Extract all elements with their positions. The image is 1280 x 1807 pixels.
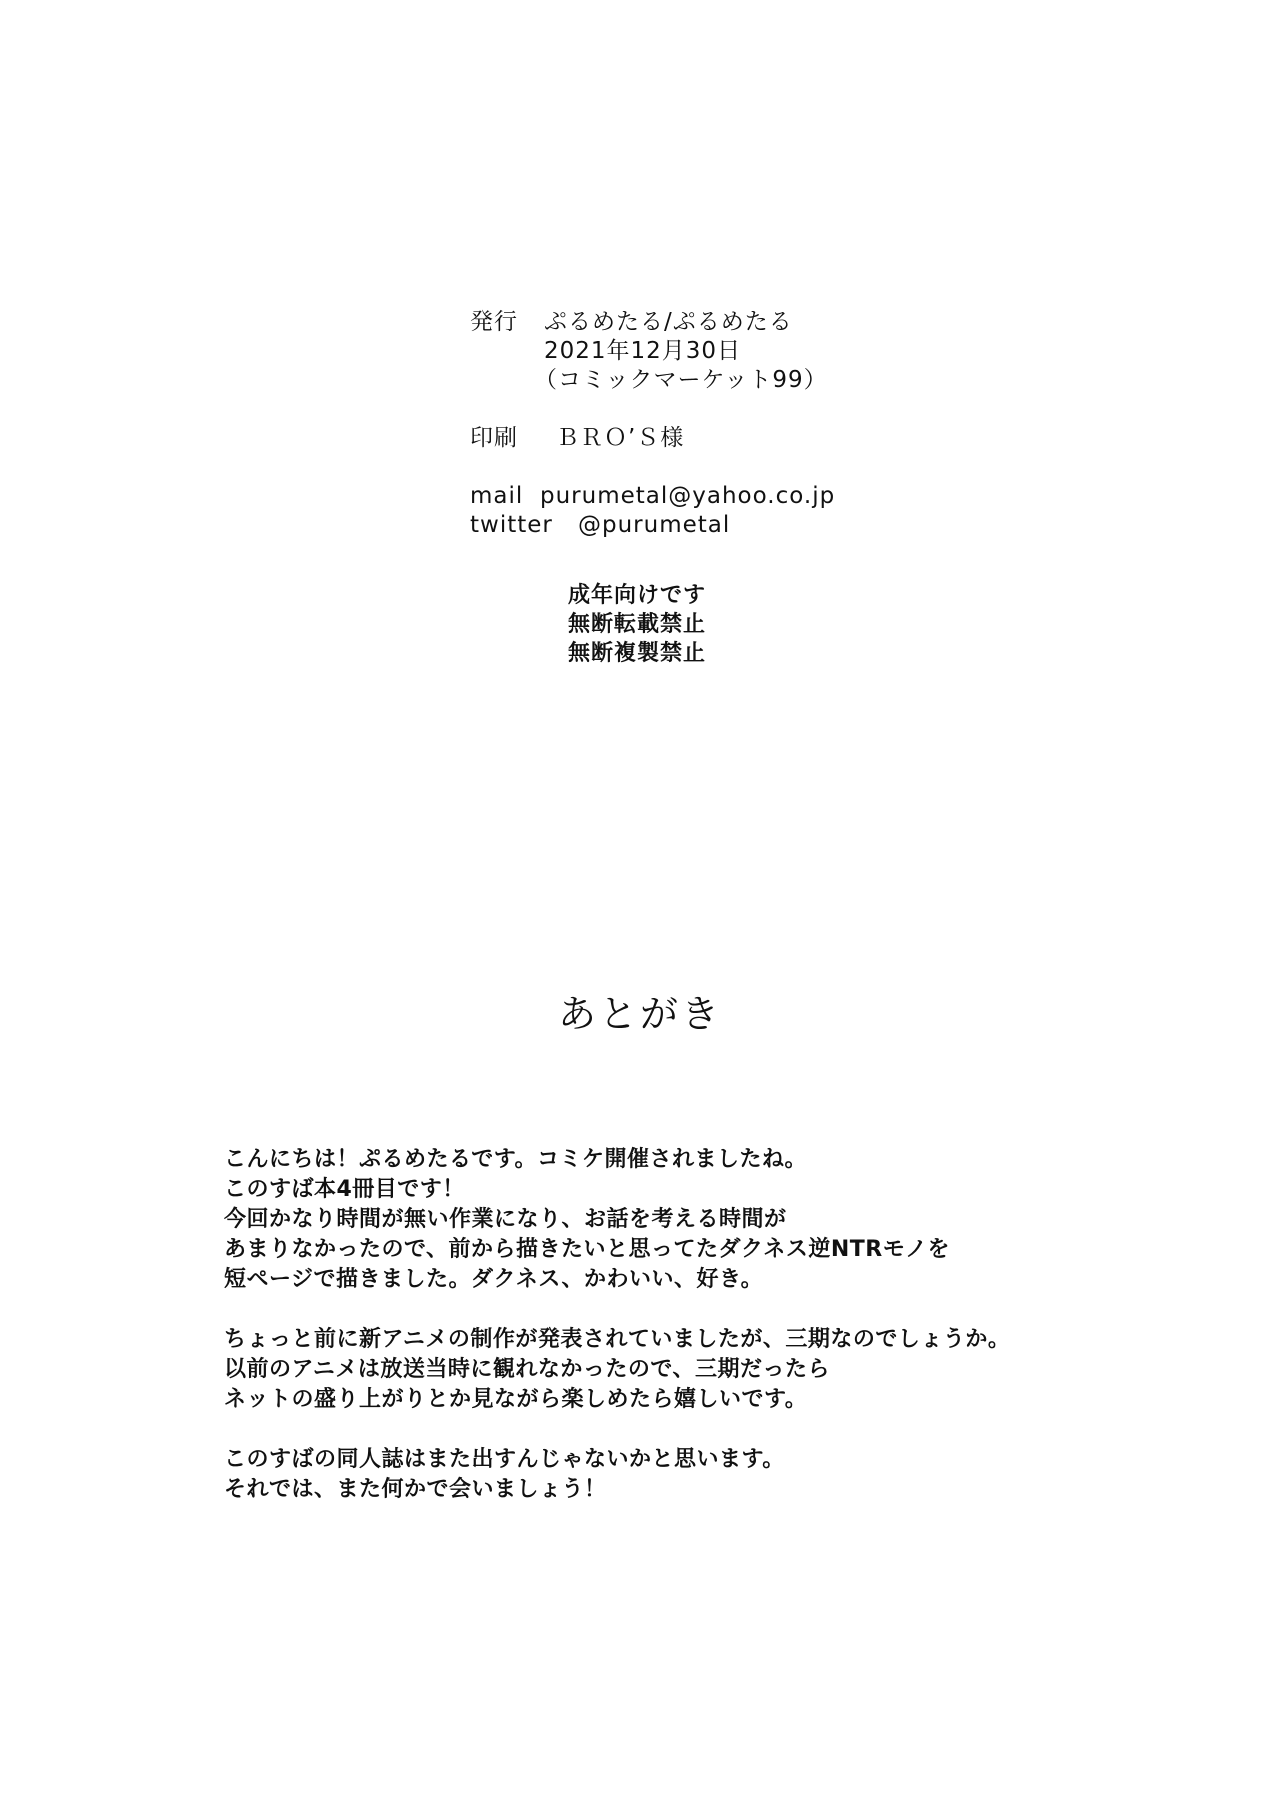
afterword-body xyxy=(224,1145,1104,1505)
afterword-line: このすば本4冊目です！ xyxy=(224,1177,465,1202)
twitter-handle: @purumetal xyxy=(578,512,731,538)
print-label: 印刷 xyxy=(470,425,518,451)
publish-event: （コミックマーケット99） xyxy=(534,367,828,393)
paragraph-gap xyxy=(224,1415,1104,1445)
afterword-line: それでは、また何かで会いましょう！ xyxy=(224,1477,607,1502)
afterword-line: このすばの同人誌はまた出すんじゃないかと思います。 xyxy=(224,1447,785,1472)
afterword-line: ネットの盛り上がりとか見ながら楽しめたら嬉しいです。 xyxy=(224,1387,808,1412)
mail-address: purumetal@yahoo.co.jp xyxy=(540,483,836,509)
afterword-line: 短ページで描きました。ダクネス、かわいい、好き。 xyxy=(224,1267,764,1292)
afterword-line: あまりなかったので、前から描きたいと思ってたダクネス逆NTRモノを xyxy=(224,1237,950,1262)
publisher-name: ぷるめたる/ぷるめたる xyxy=(544,309,793,335)
notice-adult: 成年向けです xyxy=(568,583,707,608)
publish-date: 2021年12月30日 xyxy=(544,338,742,364)
afterword-line: ちょっと前に新アニメの制作が発表されていましたが、三期なのでしょうか。 xyxy=(224,1327,1011,1352)
notice-no-copy: 無断複製禁止 xyxy=(568,641,707,666)
afterword-title: あとがき xyxy=(557,992,722,1036)
paragraph-gap xyxy=(224,1295,1104,1325)
afterword-line: 今回かなり時間が無い作業になり、お話を考える時間が xyxy=(224,1207,787,1232)
mail-label: mail xyxy=(470,483,524,509)
publish-label: 発行 xyxy=(470,309,518,335)
afterword-line: 以前のアニメは放送当時に観れなかったので、三期だったら xyxy=(224,1357,830,1382)
printer-name: ＢＲＯ’Ｓ様 xyxy=(556,425,685,451)
afterword-line: こんにちは！ぷるめたるです。コミケ開催されましたね。 xyxy=(224,1147,808,1172)
twitter-label: twitter xyxy=(470,512,553,538)
notice-no-reprint: 無断転載禁止 xyxy=(568,612,707,637)
notices xyxy=(568,581,706,668)
